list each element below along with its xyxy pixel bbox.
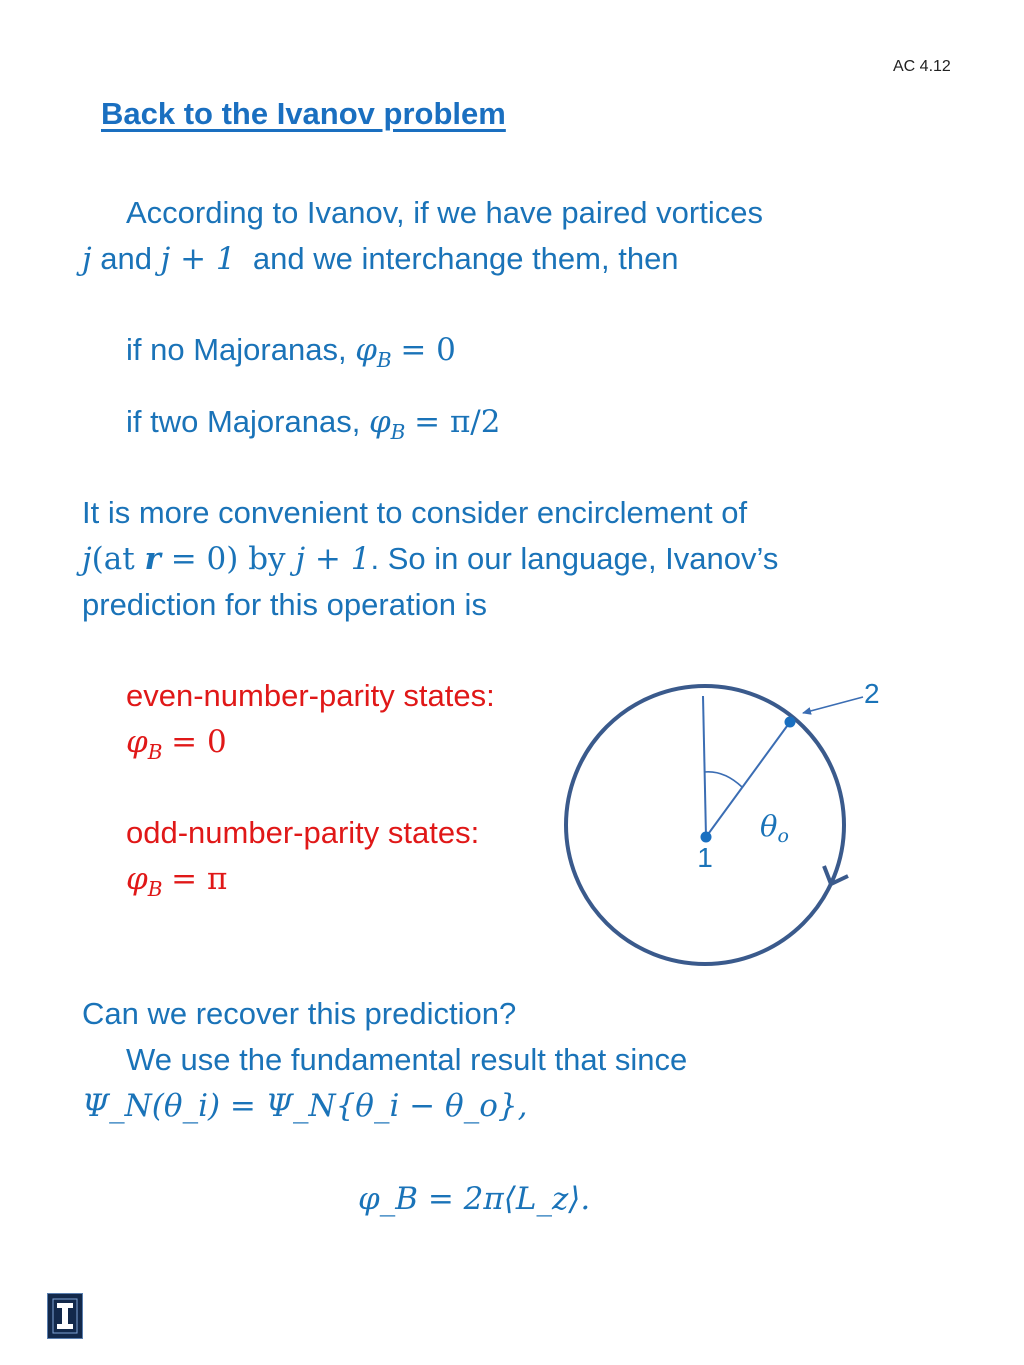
case-no-majoranas [126, 327, 456, 383]
case-two-majoranas-label: if two Majoranas, [126, 404, 361, 439]
paren-at: (at [91, 541, 145, 577]
case-two-majoranas-value: = π/2 [414, 404, 501, 440]
vortex-1-point [701, 832, 712, 843]
phi-subscript: B [147, 877, 163, 902]
encirclement-line-2-rest: . So in our language, Ivanov’s [370, 541, 779, 576]
intro-line-1: According to Ivanov, if we have paired vortices [126, 195, 763, 230]
vortex-2-point [785, 717, 796, 728]
and-word: and [100, 241, 152, 276]
by-word: by [238, 541, 296, 577]
intro-line-2 [82, 236, 679, 282]
university-logo-icon [47, 1293, 83, 1339]
encirclement-line-3: prediction for this operation is [82, 587, 487, 622]
even-parity-value: = 0 [171, 724, 227, 760]
recover-question: Can we recover this prediction? [82, 996, 517, 1031]
case-no-majoranas-label: if no Majoranas, [126, 332, 347, 367]
phi-subscript: B [147, 740, 163, 765]
var-j-plus-1: j + 1 [295, 541, 371, 577]
phi-symbol: φ [355, 332, 377, 368]
recover-line-2: We use the fundamental result that since [126, 1042, 688, 1077]
var-r: r [144, 541, 161, 577]
phi-symbol: φ [126, 861, 148, 897]
r-equals: = 0) [160, 541, 239, 577]
angle-arc [704, 772, 742, 787]
encirclement-diagram [550, 670, 910, 970]
theta-subscript: o [777, 825, 789, 847]
even-parity-equation [126, 719, 227, 775]
odd-parity-value: = π [171, 861, 228, 897]
slide-reference: AC 4.12 [893, 58, 951, 75]
var-j: j [82, 541, 92, 577]
var-j-plus-1: j + 1 [160, 241, 236, 277]
var-j: j [82, 241, 92, 277]
theta-label [760, 809, 789, 847]
intro-line-2-rest: and we interchange them, then [252, 241, 679, 276]
label-pointer-arrow [803, 697, 863, 713]
case-no-majoranas-value: = 0 [400, 332, 456, 368]
encirclement-line-2 [82, 536, 778, 582]
slide-title: Back to the Ivanov problem [101, 96, 506, 131]
psi-equation: Ψ_N(θ_i) = Ψ_N{θ_i − θ_o}, [82, 1088, 528, 1124]
even-parity-label: even-number-parity states: [126, 678, 495, 713]
phi-symbol: φ [368, 404, 391, 440]
odd-parity-equation [126, 856, 227, 912]
case-two-majoranas [126, 399, 500, 455]
odd-parity-label: odd-number-parity states: [126, 815, 480, 850]
theta-symbol: θ [760, 809, 778, 843]
encirclement-line-1: It is more convenient to consider encirclement of [82, 495, 748, 530]
phi-subscript: B [390, 420, 406, 445]
vortex-1-label: 1 [697, 842, 713, 873]
phi-subscript: B [376, 348, 392, 373]
reference-line [703, 696, 706, 837]
phase-result-equation: φ_B = 2π⟨L_z⟩. [358, 1181, 591, 1217]
phi-symbol: φ [126, 724, 148, 760]
vortex-2-label: 2 [864, 678, 880, 709]
